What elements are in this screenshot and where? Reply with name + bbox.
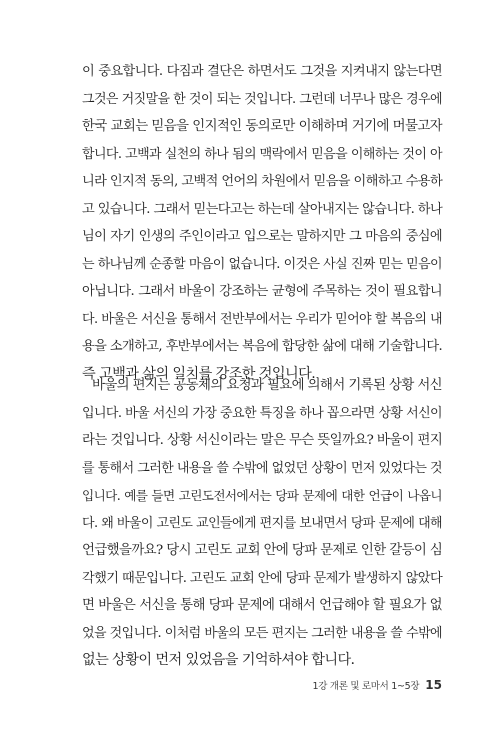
text-line: 없는 상황이 먼저 있었음을 기억하셔야 합니다. [82, 652, 355, 668]
running-head: 1강 개론 및 로마서 1~5장 [312, 681, 420, 692]
text-line: 이 중요합니다. 다짐과 결단은 하면서도 그것을 지켜내지 않는다면 [82, 64, 442, 79]
text-line: 아닙니다. 그래서 바울이 강조하는 균형에 주목하는 것이 필요합니 [82, 284, 442, 299]
text-line: 합니다. 고백과 실천의 하나 됨의 맥락에서 믿음을 이해하는 것이 아 [82, 146, 442, 162]
text-line: 용을 소개하고, 후반부에서는 복음에 합당한 삶에 대해 기술합니다. [82, 339, 443, 354]
text-line: 그것은 거짓말을 한 것이 되는 것입니다. 그런데 너무나 많은 경우에 [82, 91, 442, 107]
text-line: 즉 고백과 삶의 일치를 강조한 것입니다. [82, 365, 316, 382]
text-line: 었을 것입니다. 이처럼 바울의 모든 편지는 그러한 내용을 쓸 수밖에 [82, 625, 442, 641]
text-line: 라는 것입니다. 상황 서신이라는 말은 무슨 뜻일까요? 바울이 편지 [82, 433, 443, 448]
text-line: 바울의 편지는 공동체의 요청과 필요에 의해서 기록된 상황 서신 [92, 378, 442, 393]
text-line: 고 있습니다. 그래서 믿는다고는 하는데 살아내지는 않습니다. 하나 [82, 201, 443, 217]
text-line: 입니다. 예를 들면 고린도전서에서는 당파 문제에 대한 언급이 나옵니 [82, 488, 442, 503]
text-line: 다. 왜 바울이 고린도 교인들에게 편지를 보내면서 당파 문제에 대해 [82, 515, 442, 531]
page-number: 15 [425, 678, 442, 692]
text-line: 님이 자기 인생의 주인이라고 입으로는 말하지만 그 마음의 중심에 [82, 229, 442, 244]
text-line: 는 하나님께 순종할 마음이 없습니다. 이것은 사실 진짜 믿는 믿음이 [82, 256, 442, 272]
page-footer [313, 678, 443, 692]
text-line: 한국 교회는 믿음을 인지적인 동의로만 이해하며 거기에 머물고자 [82, 119, 442, 134]
paragraph-2 [82, 372, 442, 675]
paragraph-1 [82, 58, 442, 388]
text-line: 각했기 때문입니다. 고린도 교회 안에 당파 문제가 발생하지 않았다 [82, 570, 443, 586]
text-line: 언급했을까요? 당시 고린도 교회 안에 당파 문제로 인한 갈등이 심 [82, 543, 443, 558]
text-line: 를 통해서 그러한 내용을 쓸 수밖에 없었던 상황이 먼저 있었다는 것 [82, 460, 442, 476]
text-line: 면 바울은 서신을 통해 당파 문제에 대해서 언급해야 할 필요가 없 [82, 598, 442, 613]
text-line: 입니다. 바울 서신의 가장 중요한 특징을 하나 꼽으라면 상황 서신이 [82, 405, 442, 421]
text-line: 니라 인지적 동의, 고백적 언어의 차원에서 믿음을 이해하고 수용하 [82, 174, 443, 189]
text-line: 다. 바울은 서신을 통해서 전반부에서는 우리가 믿어야 할 복음의 내 [82, 311, 442, 327]
